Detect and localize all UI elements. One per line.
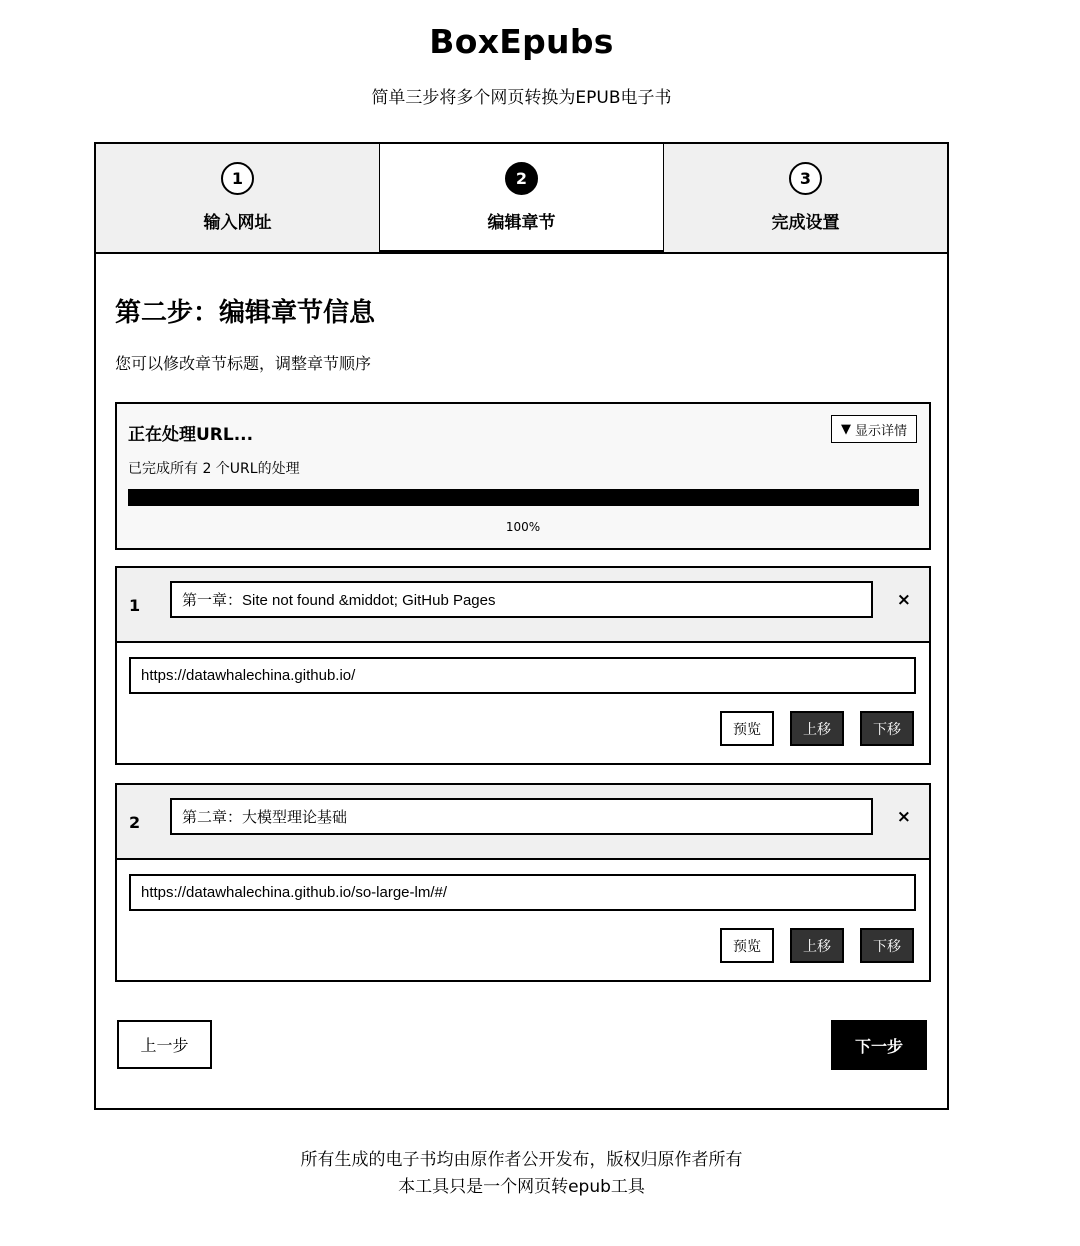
- move-down-button[interactable]: 下移: [860, 928, 914, 963]
- progress-panel: [115, 402, 931, 550]
- progress-bar-fill: [128, 489, 919, 506]
- chapter-card: [115, 783, 931, 982]
- chapter-actions: [720, 711, 914, 746]
- progress-status: 已完成所有 2 个URL的处理: [128, 461, 300, 477]
- step-tab-3[interactable]: [663, 144, 947, 252]
- section-description: 您可以修改章节标题，调整章节顺序: [115, 354, 372, 373]
- progress-bar: [128, 489, 919, 506]
- chapter-card: [115, 566, 931, 765]
- step-number-3: 3: [789, 162, 822, 195]
- preview-button[interactable]: 预览: [720, 928, 774, 963]
- step-tab-2[interactable]: [379, 144, 663, 252]
- step-number-2: 2: [505, 162, 538, 195]
- app-subtitle: 简单三步将多个网页转换为EPUB电子书: [371, 88, 672, 108]
- show-details-button[interactable]: [831, 415, 917, 443]
- chapter-url-input[interactable]: [129, 874, 916, 911]
- chapter-header: [117, 568, 929, 643]
- step-tab-1[interactable]: [96, 144, 379, 252]
- move-up-button[interactable]: 上移: [790, 711, 844, 746]
- app-title: BoxEpubs: [429, 22, 614, 61]
- wizard-card: [94, 142, 949, 1110]
- previous-step-button[interactable]: 上一步: [117, 1020, 212, 1069]
- footer: [0, 1147, 1043, 1201]
- step-number-1: 1: [221, 162, 254, 195]
- chapter-index: 1: [129, 596, 141, 615]
- step-tabs: [96, 144, 947, 254]
- progress-percent: 100%: [505, 520, 541, 534]
- chapter-title-input[interactable]: [170, 798, 873, 835]
- step-label-3: 完成设置: [771, 213, 840, 233]
- chapter-actions: [720, 928, 914, 963]
- close-icon[interactable]: ×: [896, 807, 911, 827]
- chapter-title-input[interactable]: [170, 581, 873, 618]
- triangle-down-icon: ▼: [840, 421, 851, 437]
- step-label-1: 输入网址: [203, 213, 272, 233]
- close-icon[interactable]: ×: [896, 590, 911, 610]
- chapter-url-input[interactable]: [129, 657, 916, 694]
- step-label-2: 编辑章节: [487, 213, 556, 233]
- move-up-button[interactable]: 上移: [790, 928, 844, 963]
- show-details-label: 显示详情: [854, 423, 907, 439]
- progress-title: 正在处理URL...: [128, 425, 254, 445]
- footer-copyright: 所有生成的电子书均由原作者公开发布，版权归原作者所有: [300, 1150, 743, 1170]
- next-step-button[interactable]: 下一步: [831, 1020, 927, 1070]
- section-title: 第二步：编辑章节信息: [115, 298, 376, 328]
- footer-disclaimer: 本工具只是一个网页转epub工具: [398, 1177, 645, 1197]
- chapter-header: [117, 785, 929, 860]
- chapter-index: 2: [129, 813, 141, 832]
- preview-button[interactable]: 预览: [720, 711, 774, 746]
- move-down-button[interactable]: 下移: [860, 711, 914, 746]
